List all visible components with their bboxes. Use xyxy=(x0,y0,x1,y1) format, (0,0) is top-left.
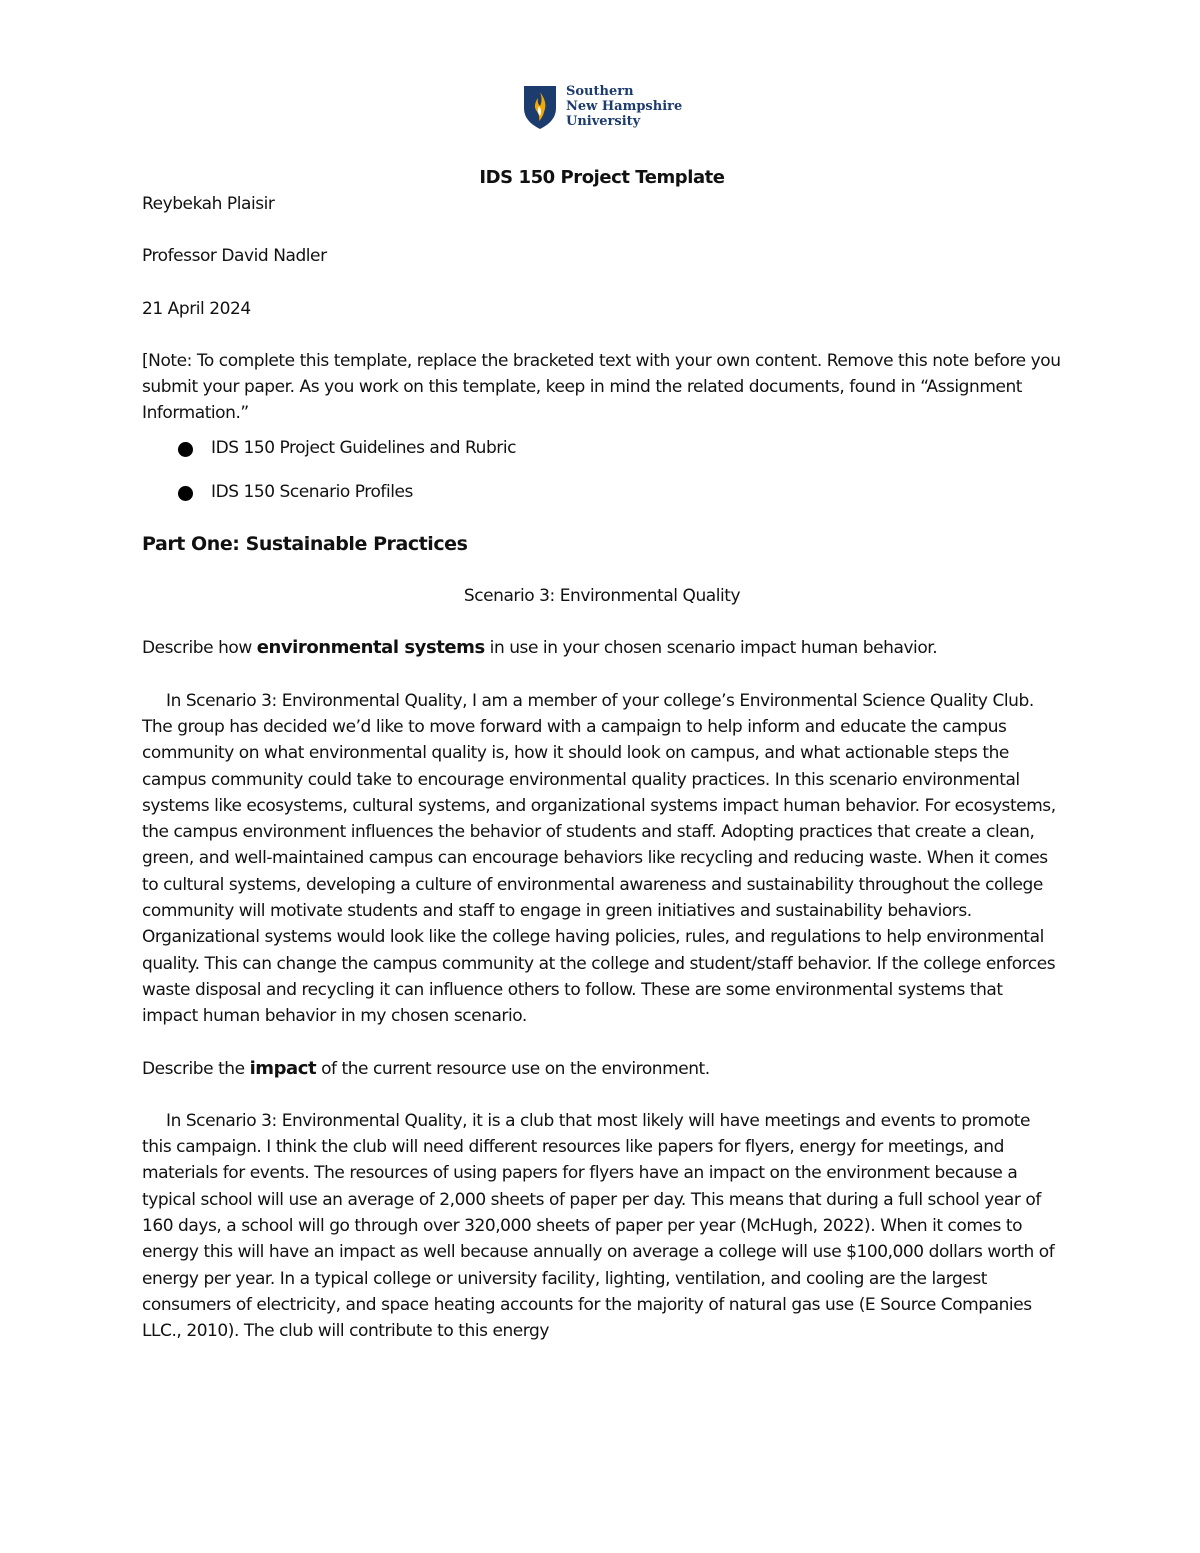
prompt-text: Describe how xyxy=(142,638,257,659)
prompt-keyword: impact xyxy=(249,1057,317,1079)
professor-name: Professor David Nadler xyxy=(142,246,327,267)
bullet-icon xyxy=(178,486,193,501)
section-heading: Part One: Sustainable Practices xyxy=(142,532,468,555)
prompt-text: in use in your chosen scenario impact human behavior. xyxy=(484,638,938,659)
scenario-title: Scenario 3: Environmental Quality xyxy=(463,586,741,607)
logo-line-1: Southern xyxy=(566,84,634,99)
logo-line-3: University xyxy=(566,114,641,129)
university-logo xyxy=(522,84,702,132)
prompt-impact xyxy=(142,1056,1062,1082)
prompt-environmental-systems xyxy=(142,635,1062,661)
template-note: [Note: To complete this template, replace the bracketed text with your own content. Remove this note before you submit your paper. As you work on this template, keep in mind the related documents, found in “Assignment Information.” xyxy=(142,350,1061,424)
answer-impact: In Scenario 3: Environmental Quality, it is a club that most likely will have meetings and events to promote this campaign. I think the club will need different resources like papers for flyers, energy for meetings, and materials for events. The resources of using papers for flyers have an impact on the environment because a typical school will use an average of 2,000 sheets of paper per day. This means that during a full school year of 160 days, a school will go through over 320,000 sheets of paper per year (McHugh, 2022). When it comes to energy this will have an impact as well because annually on average a college will use $100,000 dollars worth of energy per year. In a typical college or university facility, lighting, ventilation, and cooling are the largest consumers of electricity, and space heating accounts for the majority of natural gas use (E Source Companies LLC., 2010). The club will contribute to this energy xyxy=(142,1110,1055,1342)
logo-wordmark xyxy=(566,84,682,129)
prompt-text: of the current resource use on the environment. xyxy=(316,1058,710,1079)
prompt-keyword: environmental systems xyxy=(256,637,485,659)
related-document-label: IDS 150 Project Guidelines and Rubric xyxy=(211,437,516,458)
document-body xyxy=(142,165,1062,1345)
document-date: 21 April 2024 xyxy=(142,298,251,319)
list-item xyxy=(142,435,1062,461)
bullet-icon xyxy=(178,442,193,457)
related-documents-list xyxy=(142,435,1062,505)
logo-line-2: New Hampshire xyxy=(566,99,683,114)
document-title: IDS 150 Project Template xyxy=(479,167,725,188)
shield-flame-icon xyxy=(522,84,558,130)
list-item xyxy=(142,479,1062,505)
author-name: Reybekah Plaisir xyxy=(142,194,275,214)
prompt-text: Describe the xyxy=(142,1058,250,1079)
related-document-label: IDS 150 Scenario Profiles xyxy=(211,481,413,502)
answer-environmental-systems: In Scenario 3: Environmental Quality, I am a member of your college’s Environmental Science Quality Club. The group has decided we’d like to move forward with a campaign to help inform and educate the campus community on what environmental quality is, how it should look on campus, and what actionable steps the campus community could take to encourage environmental quality practices. In this scenario environmental systems like ecosystems, cultural systems, and organizational systems impact human behavior. For ecosystems, the campus environment influences the behavior of students and staff. Adopting practices that create a clean, green, and well-maintained campus can encourage behaviors like recycling and reducing waste. When it comes to cultural systems, developing a culture of environmental awareness and sustainability throughout the college community will motivate students and staff to engage in green initiatives and sustainability behaviors. Organizational systems would look like the college having policies, rules, and regulations to help environmental quality. This can change the campus community at the college and student/staff behavior. If the college enforces waste disposal and recycling it can influence others to follow. These are some environmental systems that impact human behavior in my chosen scenario. xyxy=(142,690,1056,1027)
